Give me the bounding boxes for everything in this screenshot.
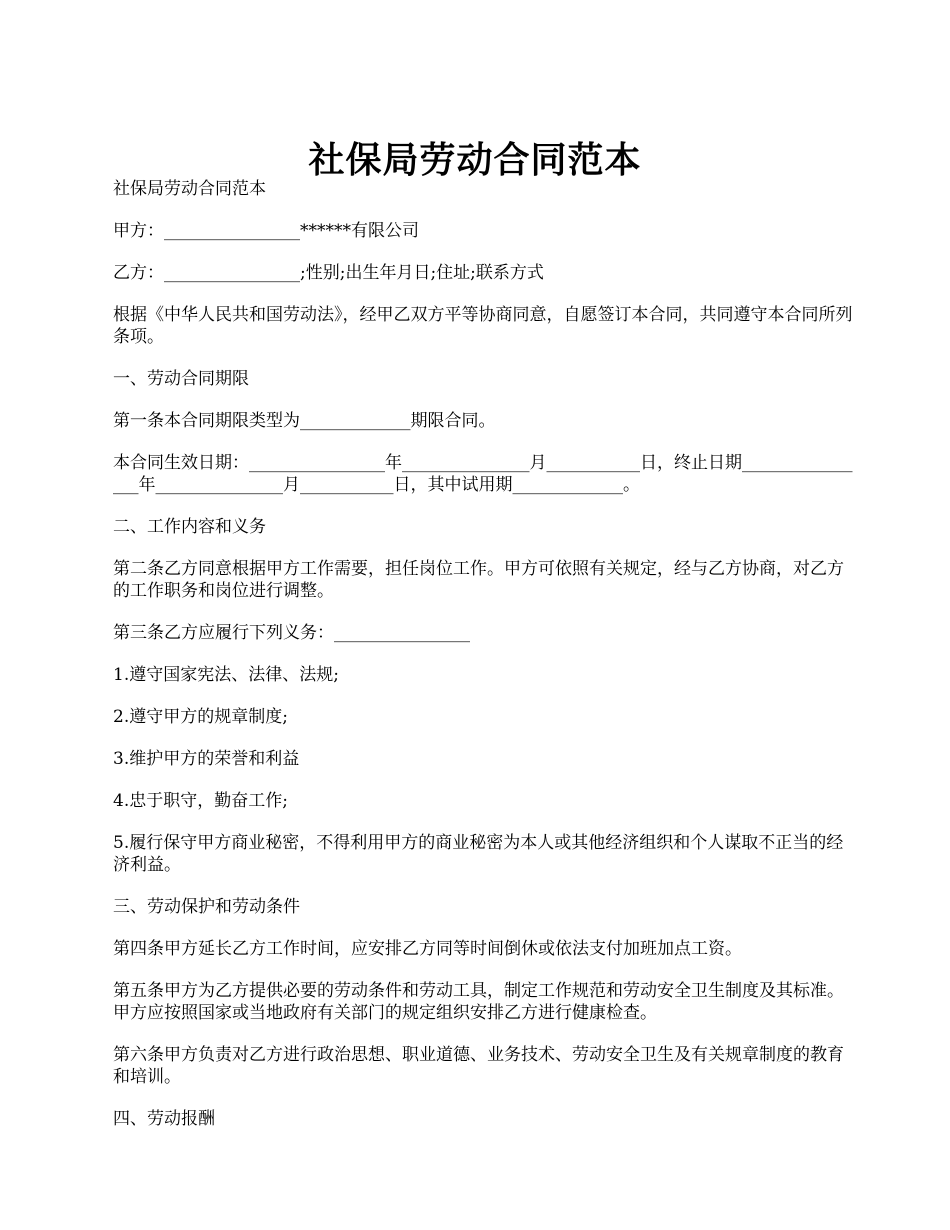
section-heading-remuneration: 四、劳动报酬 xyxy=(113,1109,215,1129)
obligation-item: 3.维护甲方的荣誉和利益 xyxy=(113,749,300,769)
article-5: 第五条甲方为乙方提供必要的劳动条件和劳动工具，制定工作规范和劳动安全卫生制度及其标准。甲方应按照国家或当地政府有关部门的规定组织安排乙方进行健康检查。 xyxy=(113,981,844,1023)
article-1: 第一条本合同期限类型为_____________期限合同。 xyxy=(113,411,496,431)
article-4: 第四条甲方延长乙方工作时间，应安排乙方同等时间倒休或依法支付加班加点工资。 xyxy=(113,939,742,959)
article-3: 第三条乙方应履行下列义务：________________ xyxy=(113,623,470,643)
obligation-item: 1.遵守国家宪法、法律、法规; xyxy=(113,665,339,685)
party-b-line: 乙方：________________;性别;出生年月日;住址;联系方式 xyxy=(113,263,544,283)
obligation-item: 2.遵守甲方的规章制度; xyxy=(113,707,288,727)
document-title: 社保局劳动合同范本 xyxy=(308,139,642,182)
article-6: 第六条甲方负责对乙方进行政治思想、职业道德、业务技术、劳动安全卫生及有关规章制度的教育和培训。 xyxy=(113,1045,844,1087)
party-a-line: 甲方：________________******有限公司 xyxy=(113,221,419,241)
subtitle-line: 社保局劳动合同范本 xyxy=(113,179,266,199)
document-body xyxy=(113,178,853,1150)
effective-date-paragraph: 本合同生效日期：________________年_______________月___________日，终止日期________________年_______________月___________日，其中试用期_____________。 xyxy=(113,453,853,495)
section-heading-term: 一、劳动合同期限 xyxy=(113,369,249,389)
obligation-item: 5.履行保守甲方商业秘密，不得利用甲方的商业秘密为本人或其他经济组织和个人谋取不正当的经济利益。 xyxy=(113,833,844,875)
section-heading-work: 二、工作内容和义务 xyxy=(113,517,266,537)
article-2: 第二条乙方同意根据甲方工作需要，担任岗位工作。甲方可依照有关规定，经与乙方协商，对乙方的工作职务和岗位进行调整。 xyxy=(113,559,844,601)
section-heading-protection: 三、劳动保护和劳动条件 xyxy=(113,897,300,917)
preamble-paragraph: 根据《中华人民共和国劳动法》，经甲乙双方平等协商同意，自愿签订本合同，共同遵守本合同所列条项。 xyxy=(113,305,853,347)
obligation-item: 4.忠于职守，勤奋工作; xyxy=(113,791,288,811)
